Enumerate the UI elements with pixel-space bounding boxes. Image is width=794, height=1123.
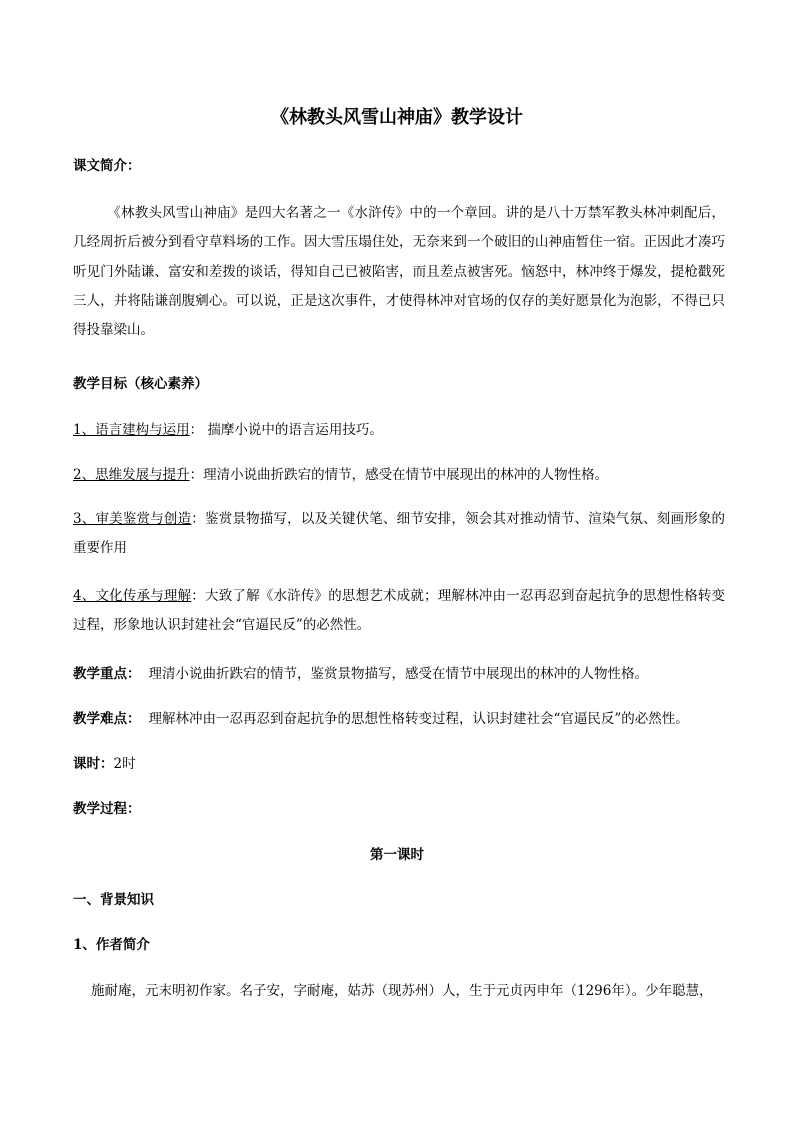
lesson1-heading: 第一课时 (370, 847, 424, 863)
class-hours (73, 755, 733, 773)
goal-item-3 (73, 505, 725, 564)
difficulties-label: 教学难点： (73, 711, 141, 727)
goal-item-1 (73, 421, 733, 439)
hours-label: 课时： (73, 756, 114, 772)
document-title: 《林教头风雪山神庙》教学设计 (271, 107, 523, 128)
difficulties-text: 理解林冲由一忍再忍到奋起抗争的思想性格转变过程，认识封建社会“官逼民反”的必然性。 (148, 711, 689, 727)
goal-separator: ： (191, 588, 205, 604)
key-points (73, 665, 733, 683)
goal-label: 2、思维发展与提升 (73, 467, 190, 483)
section1-heading: 一、背景知识 (73, 892, 154, 908)
goal-item-4 (73, 582, 725, 641)
intro-paragraph (73, 199, 725, 345)
goals-heading: 教学目标（核心素养） (73, 376, 208, 392)
goal-label: 3、审美鉴赏与创造 (73, 511, 192, 527)
process-heading: 教学过程： (73, 801, 141, 817)
goal-separator: ： (189, 467, 204, 483)
key-points-label: 教学重点： (73, 666, 141, 682)
goal-item-2 (73, 466, 733, 484)
intro-heading: 课文简介： (73, 158, 141, 174)
difficulties (73, 710, 733, 728)
author-text: 施耐庵，元末明初作家。名子安，字耐庵，姑苏（现苏州）人，生于元贞丙申年（1296年）。少年聪慧， (91, 983, 713, 999)
key-points-text: 理清小说曲折跌宕的情节，鉴赏景物描写，感受在情节中展现出的林冲的人物性格。 (148, 666, 648, 682)
goal-separator: ： (191, 511, 205, 527)
goal-label: 4、文化传承与理解 (73, 588, 192, 604)
goal-separator: ： (189, 422, 204, 438)
goal-label: 1、语言建构与运用 (73, 422, 190, 438)
goal-text: 鉴赏景物描写，以及关键伏笔、细节安排，领会其对推动情节、渲染气氛、刻画形象的重要作用 (73, 511, 726, 557)
intro-text: 《林教头风雪山神庙》是四大名著之一《水浒传》中的一个章回。讲的是八十万禁军教头林冲刺配后，几经周折后被分到看守草料场的工作。因大雪压塌住处，无奈来到一个破旧的山神庙暂住一宿。正因此才凑巧听见门外陆谦、富安和差拨的谈话，得知自己已被陷害，而且差点被害死。恼怒中，林冲终于爆发，提枪戳死三人，并将陆谦剖腹剜心。可以说，正是这次事件，才使得林冲对官场的仅存的美好愿景化为泡影，不得已只得投靠梁山。 (73, 205, 725, 339)
goal-text: 大致了解《水浒传》的思想艺术成就；理解林冲由一忍再忍到奋起抗争的思想性格转变过程，形象地认识封建社会“官逼民反”的必然性。 (73, 588, 726, 634)
hours-text: 2时 (113, 756, 136, 772)
goal-text: 理清小说曲折跌宕的情节，感受在情节中展现出的林冲的人物性格。 (203, 467, 609, 483)
goal-text: 揣摩小说中的语言运用技巧。 (203, 422, 383, 438)
subsection1-heading: 1、作者简介 (73, 937, 150, 953)
